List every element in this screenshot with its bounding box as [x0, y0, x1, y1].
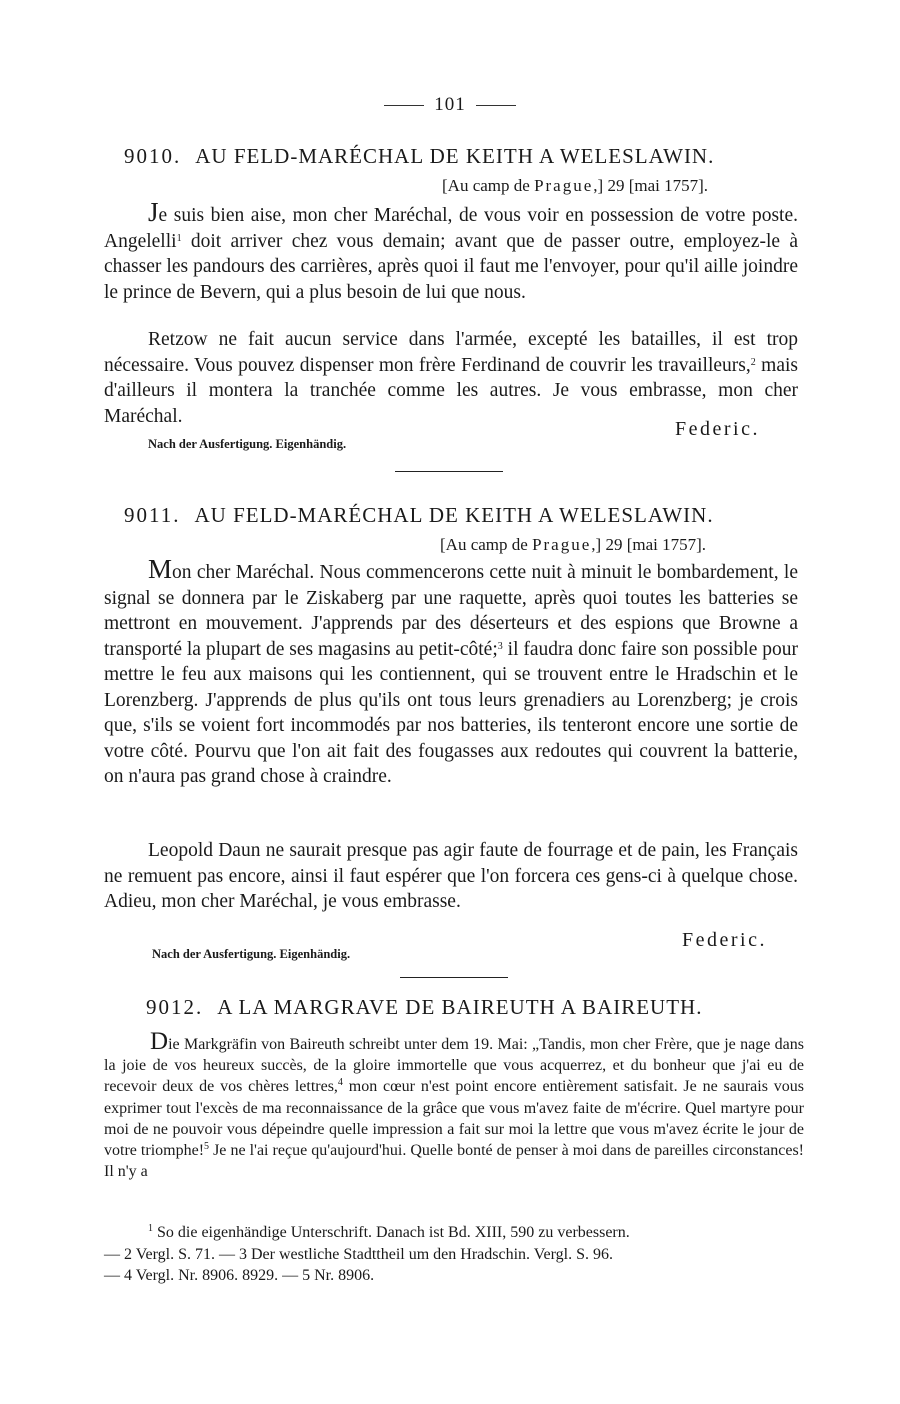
paragraph-text: doit arriver chez vous demain; avant que de passer outre, employez-le à chasser les pandours des carrières, après quoi il faut me l'envoyer, pour qu'il aille joindre le prince de Bevern, qui a plus besoin de lui que nous. [104, 230, 798, 303]
section-divider [400, 977, 508, 978]
header-dash-left [384, 105, 424, 106]
dateline-suffix: ,] 29 [mai 1757]. [591, 535, 707, 554]
letter-heading-9012 [146, 995, 702, 1020]
letter-paragraph [104, 197, 798, 305]
quote-text: Je ne l'ai reçue qu'aujourd'hui. Quelle bonté de penser à moi dans de pareilles circonstances! Il n'y a [104, 1142, 805, 1181]
footnote-ref: 1 [176, 232, 182, 244]
letter-dateline-9011 [440, 535, 706, 555]
dateline-place: Prague [532, 535, 592, 554]
letter-heading-9011 [124, 503, 714, 528]
page-number: 101 [434, 94, 466, 115]
paragraph-text: Leopold Daun ne saurait presque pas agir faute de fourrage et de pain, les Français ne remuent pas encore, ainsi il faut espérer que l'on forcera ces gens-ci à quelque chose. Adieu, mon cher Maréchal, je vous embrasse. [104, 840, 798, 912]
letter-recipient: A LA MARGRAVE DE BAIREUTH A BAIREUTH. [217, 995, 703, 1019]
footnote-ref: 3 [497, 640, 503, 652]
paragraph-text: Retzow ne fait aucun service dans l'armée, excepté les batailles, il est trop nécessaire. Vous pouvez dispenser mon frère Ferdinand de couvrir les travailleurs, [104, 329, 798, 376]
paragraph-text: il faudra donc faire son possible pour mettre le feu aux maisons qui les contiennent, qui se trouvent entre le Hradschin et le Lorenzberg. J'apprends de plus qu'ils ont tous leurs grenadiers au Lorenzberg; je crois que, s'ils se voient fort incommodés par nos batteries, ils tenteront encore une sortie de votre côté. Pourvu que l'on ait fait des fougasses aux redoutes qui couvrent la batterie, on n'aura pas grand chose à craindre. [104, 638, 798, 787]
footnote-ref: 4 [337, 1077, 343, 1089]
dateline-prefix: [Au camp de [442, 176, 530, 195]
footnote-text: So die eigenhändige Unterschrift. Danach ist Bd. XIII, 590 zu verbessern. [153, 1224, 630, 1241]
letter-recipient: AU FELD-MARÉCHAL DE KEITH A WELESLAWIN. [194, 503, 714, 527]
letter-paragraph [104, 327, 798, 429]
footnote-line: — 2 Vergl. S. 71. — 3 Der westliche Stadttheil um den Hradschin. Vergl. S. 96. [104, 1245, 613, 1263]
signature: Federic. [675, 418, 760, 440]
initial-letter: D [150, 1028, 169, 1055]
footnote-line: — 4 Vergl. Nr. 8906. 8929. — 5 Nr. 8906. [104, 1267, 375, 1284]
quote-text: ie Markgräfin von Baireuth schreibt unter dem 19. Mai: „Tandis, mon cher Frère, que je nage dans la joie de vos heureux succès, de la gloire immortelle que vous acquerrez, et du bonheur que j'ai eu de recevoir deux de vos chères lettres, [104, 1036, 804, 1096]
signature: Federic. [682, 929, 767, 951]
dateline-place: Prague [534, 176, 594, 195]
footnote-mark: 1 [148, 1223, 153, 1234]
initial-letter: M [148, 554, 173, 584]
initial-letter: J [148, 197, 159, 227]
letter-number: 9011. [124, 503, 181, 527]
quoted-letter [104, 1028, 805, 1182]
letter-recipient: AU FELD-MARÉCHAL DE KEITH A WELESLAWIN. [195, 144, 715, 168]
page-header [0, 94, 900, 116]
paragraph-text: e suis bien aise, mon cher Maréchal, de vous voir en possession de votre poste. Angelelli [104, 205, 798, 252]
dateline-prefix: [Au camp de [440, 535, 528, 554]
letter-number: 9010. [124, 144, 182, 168]
footnotes [104, 1222, 804, 1287]
footnote-ref: 2 [750, 356, 756, 368]
footnote-ref: 5 [204, 1141, 210, 1153]
source-note: Nach der Ausfertigung. Eigenhändig. [152, 947, 351, 961]
letter-dateline-9010 [442, 176, 708, 196]
source-note: Nach der Ausfertigung. Eigenhändig. [148, 437, 347, 451]
footnote-line [104, 1222, 804, 1244]
letter-paragraph [104, 838, 798, 915]
section-divider [395, 471, 503, 472]
quote-text: mon cœur n'est point encore entièrement satisfait. Je ne saurais vous exprimer tout l'excès de ma reconnaissance de la grâce que vous m'avez faite de m'écrire. Quel martyre pour moi de ne pouvoir vous dépeindre quelle impression a fait sur moi la lettre que vous m'avez écrite le jour de votre triomphe! [104, 1078, 804, 1160]
letter-number: 9012. [146, 995, 204, 1019]
letter-heading-9010 [124, 144, 714, 169]
header-dash-right [476, 105, 516, 106]
paragraph-text: on cher Maréchal. Nous commencerons cette nuit à minuit le bombardement, le signal se donnera par le Ziskaberg par une raquette, après quoi toutes les batteries se mettront en mouvement. J'apprends par des déserteurs et des espions que Browne a transporté la plupart de ses magasins au petit-côté; [104, 562, 798, 660]
paragraph-text: mais d'ailleurs il montera la tranchée comme les autres. Je vous embrasse, mon cher Maréchal. [104, 354, 798, 427]
letter-paragraph [104, 554, 798, 790]
dateline-suffix: ,] 29 [mai 1757]. [593, 176, 709, 195]
